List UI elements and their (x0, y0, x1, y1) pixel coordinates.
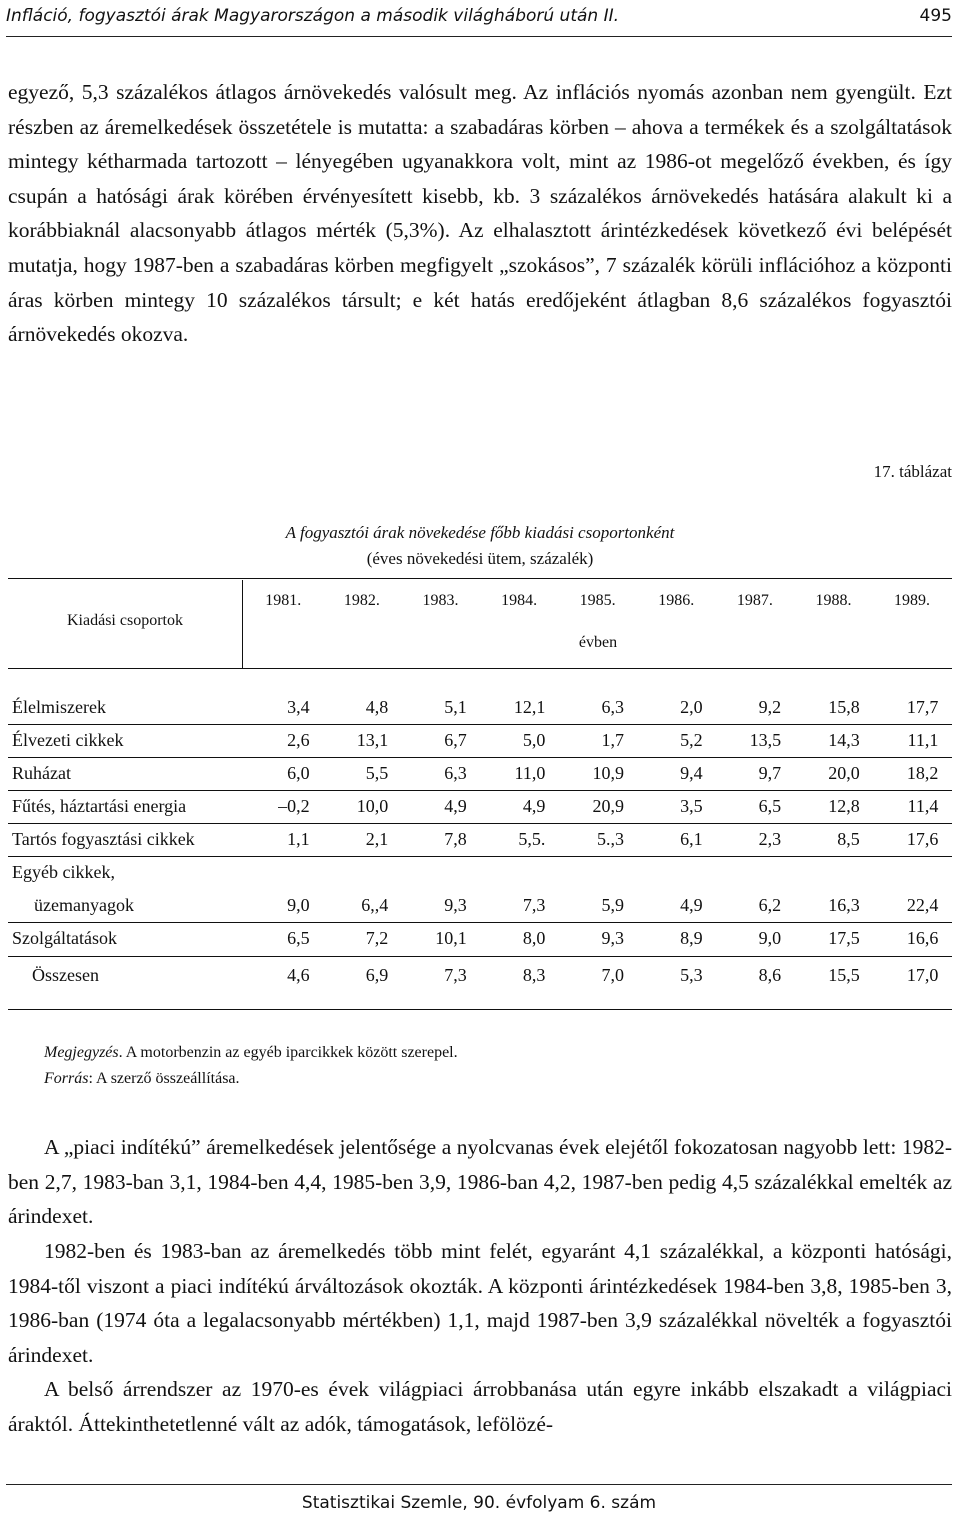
table-row (8, 796, 952, 824)
table-cell: 1,7 (601, 730, 624, 750)
table-cell: 2,3 (758, 829, 782, 849)
intro-paragraph: egyező, 5,3 százalékos átlagos árnövekedés valósult meg. Az inflációs nyomás azonban nem gyengült. Ezt részben az áremelkedések összetétele is mutatta: a szabadáras körben – ahova a termékek és a szolgáltatások mintegy kétharmada tartozott – lényegében ugyanakkora volt, mint az 1986-ot megelőző években, és így csupán a hatósági árak körében érvényesített kisebb, kb. 3 százalékos árnövekedés hatására alakult ki a korábbiaknál alacsonyabb átlagos mérték (5,3%). Az elhalasztott árintézkedések következő évi belépését mutatja, hogy 1987-ben a szabadáras körben megfigyelt „szokásos”, 7 százalék körüli inflációhoz a központi áras körben mintegy 10 százalékos társult; e két hatás eredőjeként átlagban 8,6 százalékos fogyasztói árnövekedés okozva. (8, 80, 952, 347)
table-total-row (8, 965, 952, 993)
header-title: Infláció, fogyasztói árak Magyarországon a második világháború után II. (6, 6, 620, 26)
table-cell: 7,3 (522, 895, 546, 915)
table-cell: 5,5. (518, 829, 546, 849)
row-header-label: Kiadási csoportok (67, 612, 183, 629)
table-cell: 12,1 (513, 697, 546, 717)
year-header: 1988. (815, 592, 852, 609)
table-cell: 10,1 (435, 928, 467, 948)
year-header: 1984. (501, 592, 538, 609)
table-cell: 1,1 (287, 829, 310, 849)
table-cell: 4,9 (444, 796, 467, 816)
table-cell: 5.,3 (596, 829, 624, 849)
table-cell: 2,1 (365, 829, 389, 849)
table-cell: 6,3 (601, 697, 624, 717)
year-header: 1983. (422, 592, 459, 609)
table-cell: 5,2 (680, 730, 703, 750)
table-cell: 4,6 (287, 965, 310, 985)
body-paragraph: A belső árrendszer az 1970-es évek világpiaci árrobbanása után egyre inkább elszakadt a világpiaci áraktól. Áttekinthetetlenné vált az adók, támogatások, lefölözé- (8, 1377, 952, 1436)
table-cell: 6,9 (365, 965, 389, 985)
table-cell: 8,5 (837, 829, 860, 849)
running-header (6, 0, 952, 37)
year-header: 1985. (579, 592, 616, 609)
table-bottom-rule (8, 1009, 952, 1010)
table-cell: 20,9 (592, 796, 624, 816)
table-caption (0, 520, 960, 572)
table-cell: 12,8 (828, 796, 860, 816)
row-label: Élelmiszerek (12, 697, 106, 717)
body-paragraph: A „piaci indítékú” áremelkedések jelentősége a nyolcvanas évek elejétől fokozatosan nagyobb lett: 1982-ben 2,7, 1983-ban 3,1, 1984-ben 4,4, 1985-ben 3,9, 1986-ban 4,2, 1987-ben pedig 4,5 százalékkal emelték az árindexet. (8, 1135, 952, 1229)
row-label: Ruházat (12, 763, 71, 783)
note-label: Megjegyzés (44, 1044, 119, 1061)
source-text: : A szerző összeállítása. (88, 1070, 240, 1087)
table-cell: 3,5 (680, 796, 703, 816)
table-cell: 17,7 (906, 697, 939, 717)
table-cell: 9,2 (758, 697, 782, 717)
table-row (8, 862, 952, 923)
table-cell: 9,4 (680, 763, 703, 783)
note-text: . A motorbenzin az egyéb iparcikkek között szerepel. (118, 1044, 458, 1061)
table-cell: 9,3 (444, 895, 467, 915)
table-cell: –0,2 (278, 796, 310, 816)
table-cell: 20,0 (828, 763, 860, 783)
table-cell: 6,1 (680, 829, 703, 849)
table-cell: 6,3 (444, 763, 467, 783)
body-paragraph: 1982-ben és 1983-ban az áremelkedés több mint felét, egyaránt 4,1 százalékkal, a központi hatósági, 1984-től viszont a piaci indítékú árváltozások okozták. A központi árintézkedések 1984-ben 3,8, 1985-ben 3, 1986-ban (1974 óta a legalacsonyabb mértékben) 1,1, majd 1987-ben 3,9 százalékkal növelték a fogyasztói árindexet. (8, 1239, 952, 1367)
table-cell: 22,4 (906, 895, 939, 915)
header-divider (242, 580, 243, 668)
table-cell: 2,0 (680, 697, 703, 717)
row-label: Élvezeti cikkek (12, 730, 124, 750)
table-cell: 2,6 (287, 730, 310, 750)
table-cell: 8,0 (522, 928, 546, 948)
table-top-rule (8, 578, 952, 579)
table-cell: 6,5 (758, 796, 782, 816)
table-cell: 5,3 (680, 965, 703, 985)
table-cell: 17,6 (906, 829, 939, 849)
table-cell: 4,9 (522, 796, 546, 816)
table-cell: 6,5 (287, 928, 310, 948)
table-cell: 7,2 (365, 928, 389, 948)
row-label: Összesen (32, 965, 99, 985)
table-cell: 13,5 (749, 730, 782, 750)
row-label: Egyéb cikkek, (12, 862, 115, 882)
table-cell: 5,0 (522, 730, 546, 750)
table-row (8, 829, 952, 857)
table-cell: 11,0 (514, 763, 546, 783)
table-source (44, 1066, 240, 1092)
table-header-rule (8, 668, 952, 669)
table-cell: 6,,4 (361, 895, 389, 915)
table-cell: 15,5 (828, 965, 860, 985)
table-cell: 5,9 (601, 895, 624, 915)
table-cell: 4,8 (365, 697, 389, 717)
table-cell: 16,3 (828, 895, 860, 915)
table-cell: 15,8 (828, 697, 860, 717)
table-cell: 9,0 (758, 928, 782, 948)
years-unit-label: évben (578, 634, 618, 651)
row-label: Tartós fogyasztási cikkek (12, 829, 195, 849)
table-row (8, 763, 952, 791)
table-number: 17. táblázat (873, 462, 952, 481)
page-number: 495 (919, 6, 952, 26)
table-cell: 3,4 (287, 697, 310, 717)
table-cell: 17,5 (828, 928, 860, 948)
row-label: Szolgáltatások (12, 928, 117, 948)
table-cell: 5,5 (365, 763, 389, 783)
table-cell: 9,3 (601, 928, 624, 948)
table-cell: 17,0 (906, 965, 939, 985)
table-cell: 11,1 (907, 730, 939, 750)
table-cell: 5,1 (444, 697, 467, 717)
table-cell: 8,3 (522, 965, 546, 985)
table-cell: 6,2 (758, 895, 782, 915)
table-cell: 6,0 (287, 763, 310, 783)
table-cell: 10,9 (592, 763, 624, 783)
table-cell: 11,4 (907, 796, 939, 816)
table-cell: 16,6 (906, 928, 939, 948)
year-header: 1986. (658, 592, 695, 609)
table-row (8, 697, 952, 725)
table-cell: 7,0 (601, 965, 624, 985)
year-header-row (244, 592, 952, 616)
table-cell: 7,3 (444, 965, 467, 985)
table-cell: 9,0 (287, 895, 310, 915)
year-header: 1987. (736, 592, 773, 609)
table-subtitle: (éves növekedési ütem, százalék) (366, 549, 594, 568)
year-header: 1981. (265, 592, 302, 609)
table-cell: 14,3 (828, 730, 860, 750)
table-row (8, 928, 952, 957)
row-label: Fűtés, háztartási energia (12, 796, 187, 816)
table-cell: 13,1 (356, 730, 389, 750)
table-cell: 18,2 (906, 763, 939, 783)
table-cell: 8,9 (680, 928, 703, 948)
table-cell: 6,7 (444, 730, 467, 750)
year-header: 1982. (343, 592, 380, 609)
table-note (44, 1040, 458, 1066)
running-footer: Statisztikai Szemle, 90. évfolyam 6. szám (6, 1484, 952, 1524)
source-label: Forrás (44, 1070, 89, 1087)
table-cell: 10,0 (356, 796, 389, 816)
year-header: 1989. (894, 592, 931, 609)
table-cell: 4,9 (680, 895, 703, 915)
table-cell: 7,8 (444, 829, 467, 849)
table-row (8, 730, 952, 758)
row-label-continued: üzemanyagok (34, 895, 134, 915)
table-cell: 8,6 (758, 965, 782, 985)
table-title: A fogyasztói árak növekedése főbb kiadási csoportonként (285, 523, 675, 542)
table-cell: 9,7 (758, 763, 782, 783)
